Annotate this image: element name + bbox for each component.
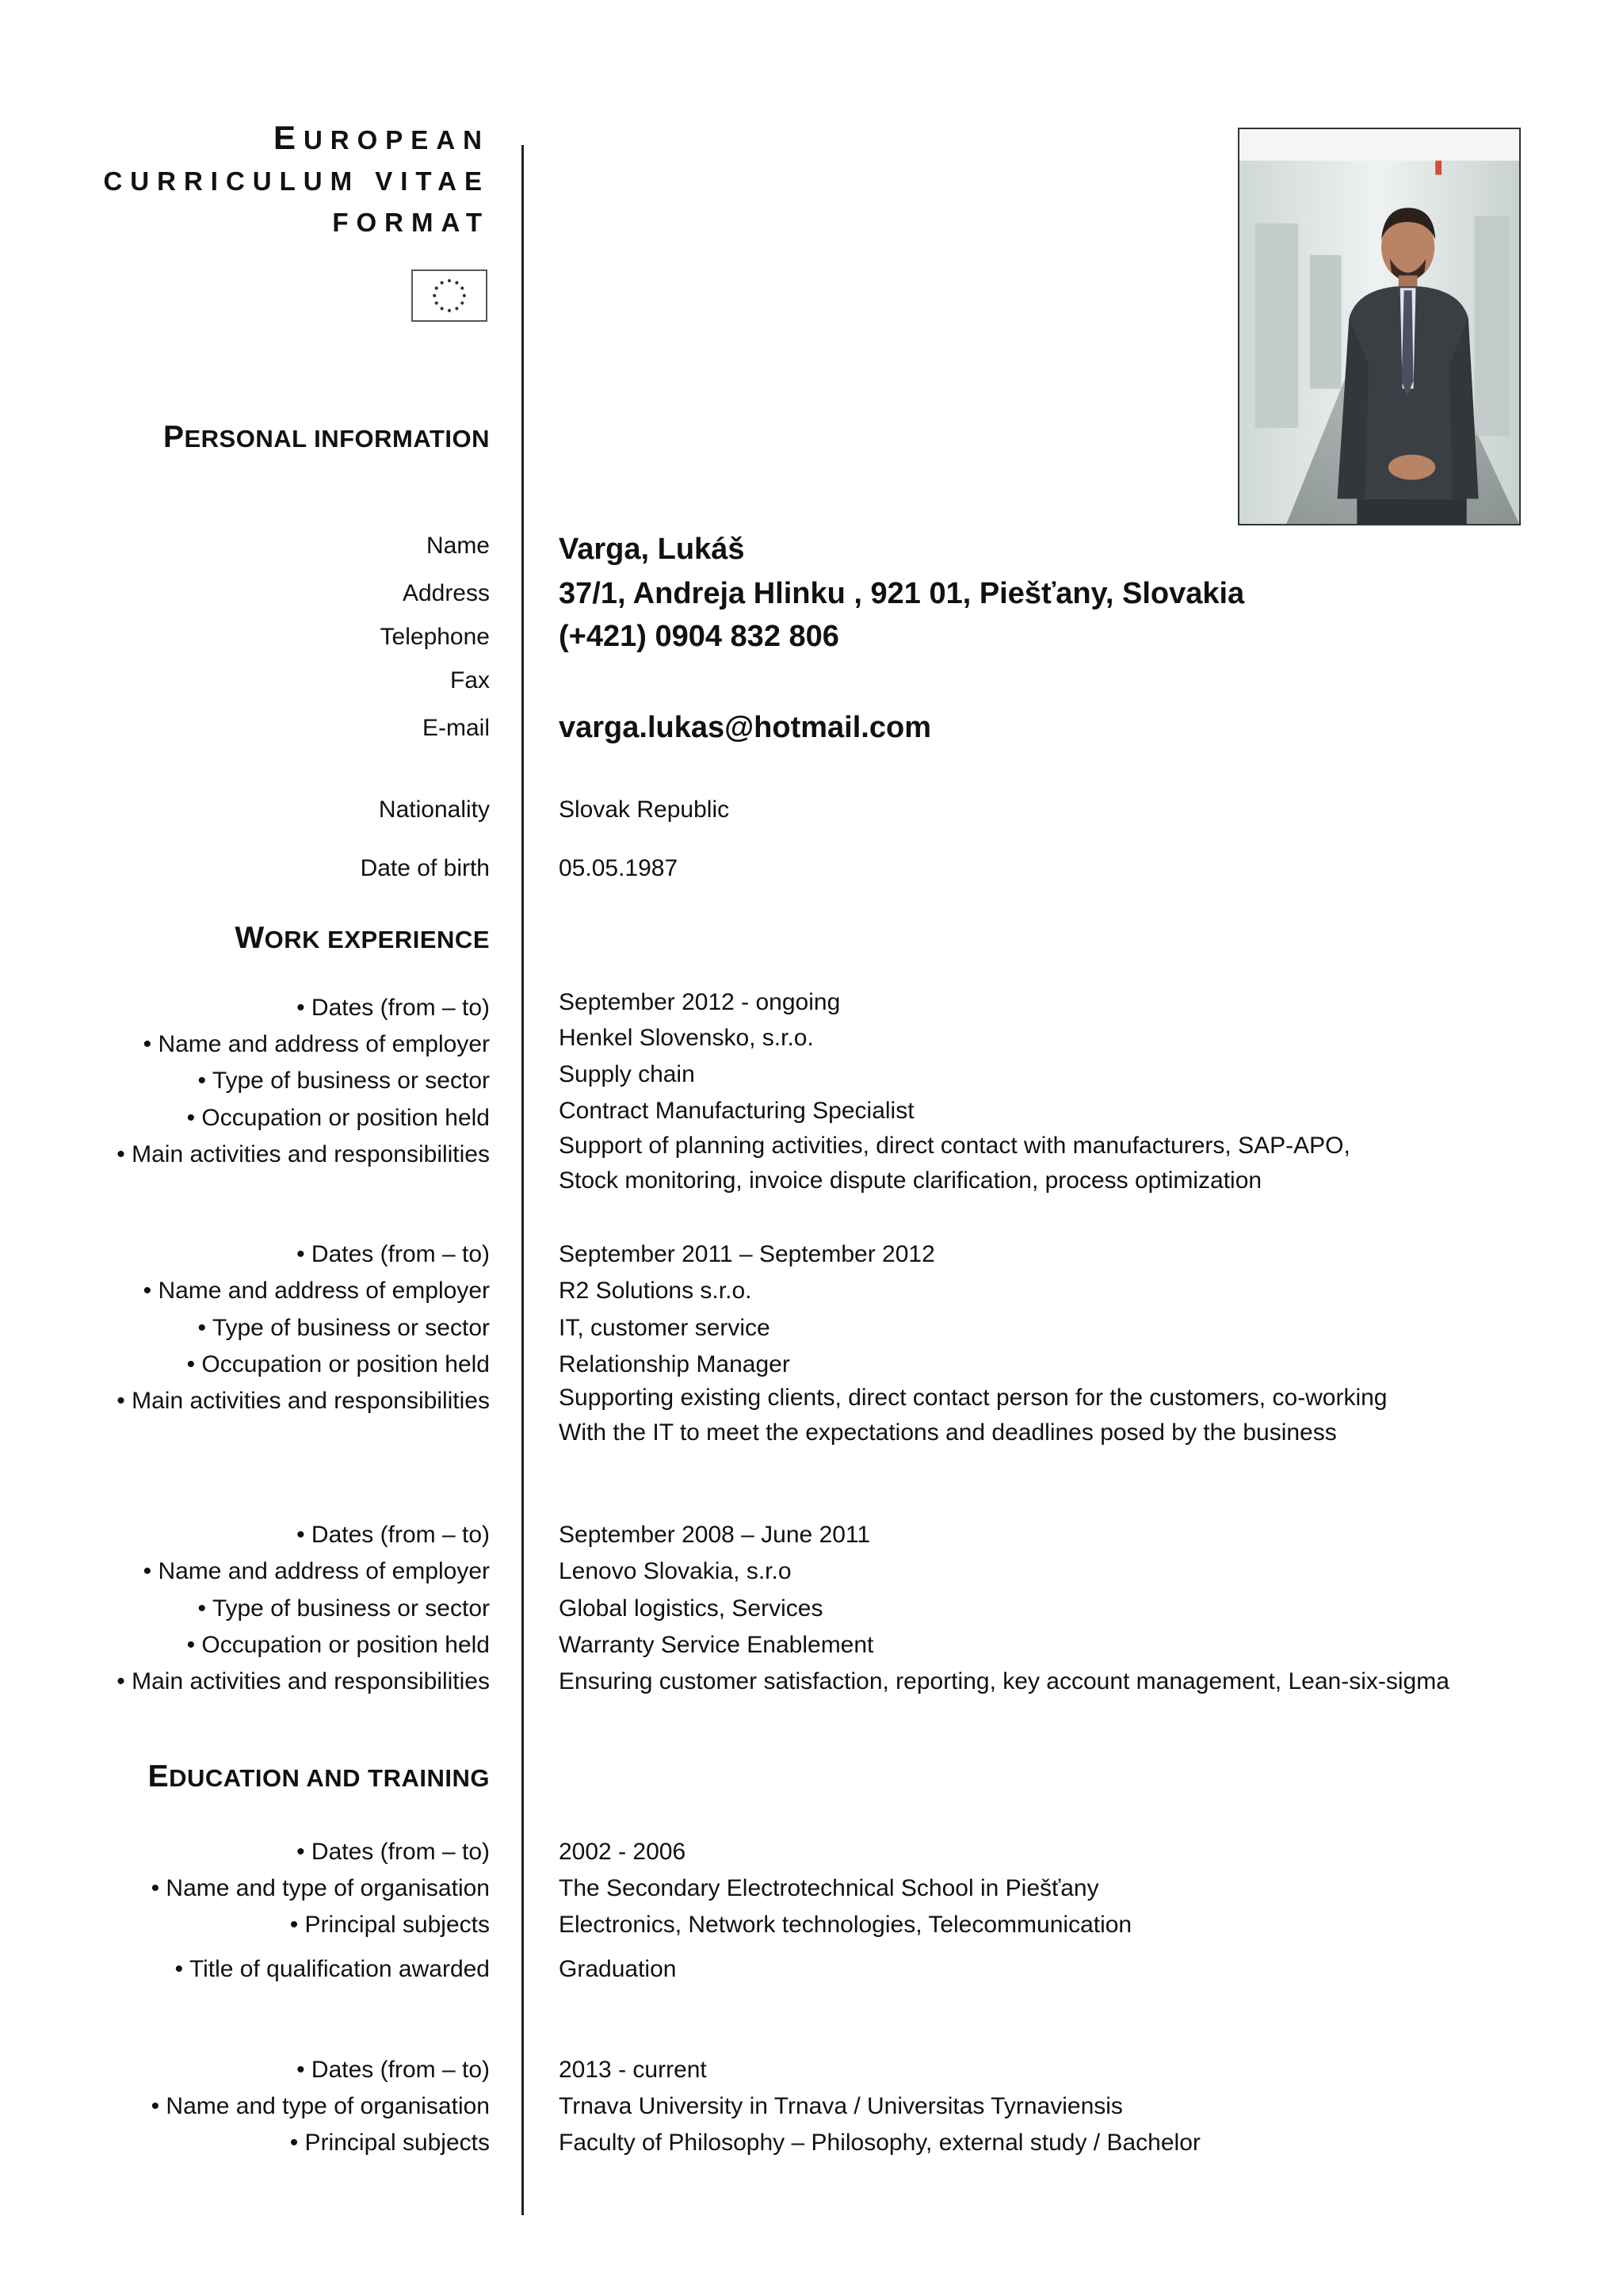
work-2-dates: September 2011 – September 2012: [559, 1241, 935, 1267]
work-1-label-activities: • Main activities and responsibilities: [116, 1141, 490, 1167]
edu-1-qualification: Graduation: [559, 1956, 677, 1982]
work-2-label-activities: • Main activities and responsibilities: [116, 1388, 490, 1414]
work-3-label-activities: • Main activities and responsibilities: [116, 1668, 490, 1694]
value-telephone: (+421) 0904 832 806: [559, 620, 839, 653]
label-telephone: Telephone: [380, 624, 490, 650]
edu-2-subjects: Faculty of Philosophy – Philosophy, external study / Bachelor: [559, 2130, 1201, 2156]
label-address: Address: [402, 580, 490, 606]
edu-2-label-subjects: • Principal subjects: [289, 2130, 490, 2156]
work-3-dates: September 2008 – June 2011: [559, 1522, 871, 1548]
edu-1-organisation: The Secondary Electrotechnical School in Piešťany: [559, 1875, 1099, 1901]
work-1-position: Contract Manufacturing Specialist: [559, 1098, 915, 1124]
section-heading-personal: PERSONAL INFORMATION: [162, 420, 490, 454]
edu-1-label-qualification: • Title of qualification awarded: [174, 1956, 490, 1982]
value-nationality: Slovak Republic: [559, 797, 730, 823]
edu-1-label-organisation: • Name and type of organisation: [151, 1875, 490, 1901]
title-line-format: FORMAT: [332, 208, 490, 237]
work-1-activities-line-2: Stock monitoring, invoice dispute clarification, process optimization: [559, 1167, 1262, 1194]
profile-photo: [1238, 128, 1521, 525]
work-2-activities: [559, 1381, 1573, 1450]
edu-1-subjects: Electronics, Network technologies, Telecommunication: [559, 1912, 1132, 1938]
eu-flag-icon: [411, 269, 487, 322]
value-email: varga.lukas@hotmail.com: [559, 711, 931, 744]
value-address: 37/1, Andreja Hlinku , 921 01, Piešťany, Slovakia: [559, 577, 1245, 610]
label-fax: Fax: [449, 667, 490, 693]
work-3-employer: Lenovo Slovakia, s.r.o: [559, 1558, 792, 1584]
work-2-label-sector: • Type of business or sector: [197, 1315, 490, 1341]
title-line-european: EUROPEAN: [273, 119, 490, 156]
label-date-of-birth: Date of birth: [360, 855, 490, 881]
work-1-sector: Supply chain: [559, 1061, 695, 1087]
work-3-label-employer: • Name and address of employer: [143, 1558, 490, 1584]
edu-2-label-dates: • Dates (from – to): [296, 2057, 490, 2083]
work-3-label-dates: • Dates (from – to): [296, 1522, 490, 1548]
label-nationality: Nationality: [378, 797, 490, 823]
work-2-label-position: • Occupation or position held: [186, 1351, 490, 1377]
value-name: Varga, Lukáš: [559, 533, 745, 566]
work-2-label-employer: • Name and address of employer: [143, 1278, 490, 1304]
work-3-sector: Global logistics, Services: [559, 1595, 823, 1622]
edu-2-dates: 2013 - current: [559, 2057, 707, 2083]
work-1-label-employer: • Name and address of employer: [143, 1031, 490, 1057]
work-1-employer: Henkel Slovensko, s.r.o.: [559, 1025, 814, 1051]
work-3-label-position: • Occupation or position held: [186, 1632, 490, 1658]
work-3-position: Warranty Service Enablement: [559, 1632, 874, 1658]
column-divider: [521, 145, 524, 2215]
work-1-activities: [559, 1129, 1573, 1198]
work-1-dates: September 2012 - ongoing: [559, 989, 841, 1015]
work-3-activities: Ensuring customer satisfaction, reporting, key account management, Lean-six-sigma: [559, 1668, 1449, 1694]
work-2-position: Relationship Manager: [559, 1351, 790, 1377]
section-heading-work: WORK EXPERIENCE: [235, 921, 490, 955]
value-date-of-birth: 05.05.1987: [559, 855, 678, 881]
cv-format-title: [103, 117, 490, 243]
edu-1-label-dates: • Dates (from – to): [296, 1839, 490, 1865]
work-2-sector: IT, customer service: [559, 1315, 770, 1341]
work-2-employer: R2 Solutions s.r.o.: [559, 1278, 752, 1304]
section-heading-education: EDUCATION AND TRAINING: [147, 1759, 490, 1794]
edu-2-label-organisation: • Name and type of organisation: [151, 2093, 490, 2119]
work-1-label-dates: • Dates (from – to): [296, 995, 490, 1021]
edu-2-organisation: Trnava University in Trnava / Universitas Tyrnaviensis: [559, 2093, 1123, 2119]
work-2-activities-line-2: With the IT to meet the expectations and deadlines posed by the business: [559, 1419, 1337, 1446]
work-2-label-dates: • Dates (from – to): [296, 1241, 490, 1267]
edu-1-dates: 2002 - 2006: [559, 1839, 686, 1865]
work-1-label-sector: • Type of business or sector: [197, 1068, 490, 1094]
work-3-label-sector: • Type of business or sector: [197, 1595, 490, 1622]
work-1-activities-line-1: Support of planning activities, direct contact with manufacturers, SAP-APO,: [559, 1133, 1350, 1159]
label-email: E-mail: [422, 715, 490, 741]
work-1-label-position: • Occupation or position held: [186, 1105, 490, 1131]
label-name: Name: [426, 533, 490, 559]
title-line-curriculum-vitae: CURRICULUM VITAE: [103, 166, 490, 196]
edu-1-label-subjects: • Principal subjects: [289, 1912, 490, 1938]
work-2-activities-line-1: Supporting existing clients, direct contact person for the customers, co-working: [559, 1385, 1388, 1411]
